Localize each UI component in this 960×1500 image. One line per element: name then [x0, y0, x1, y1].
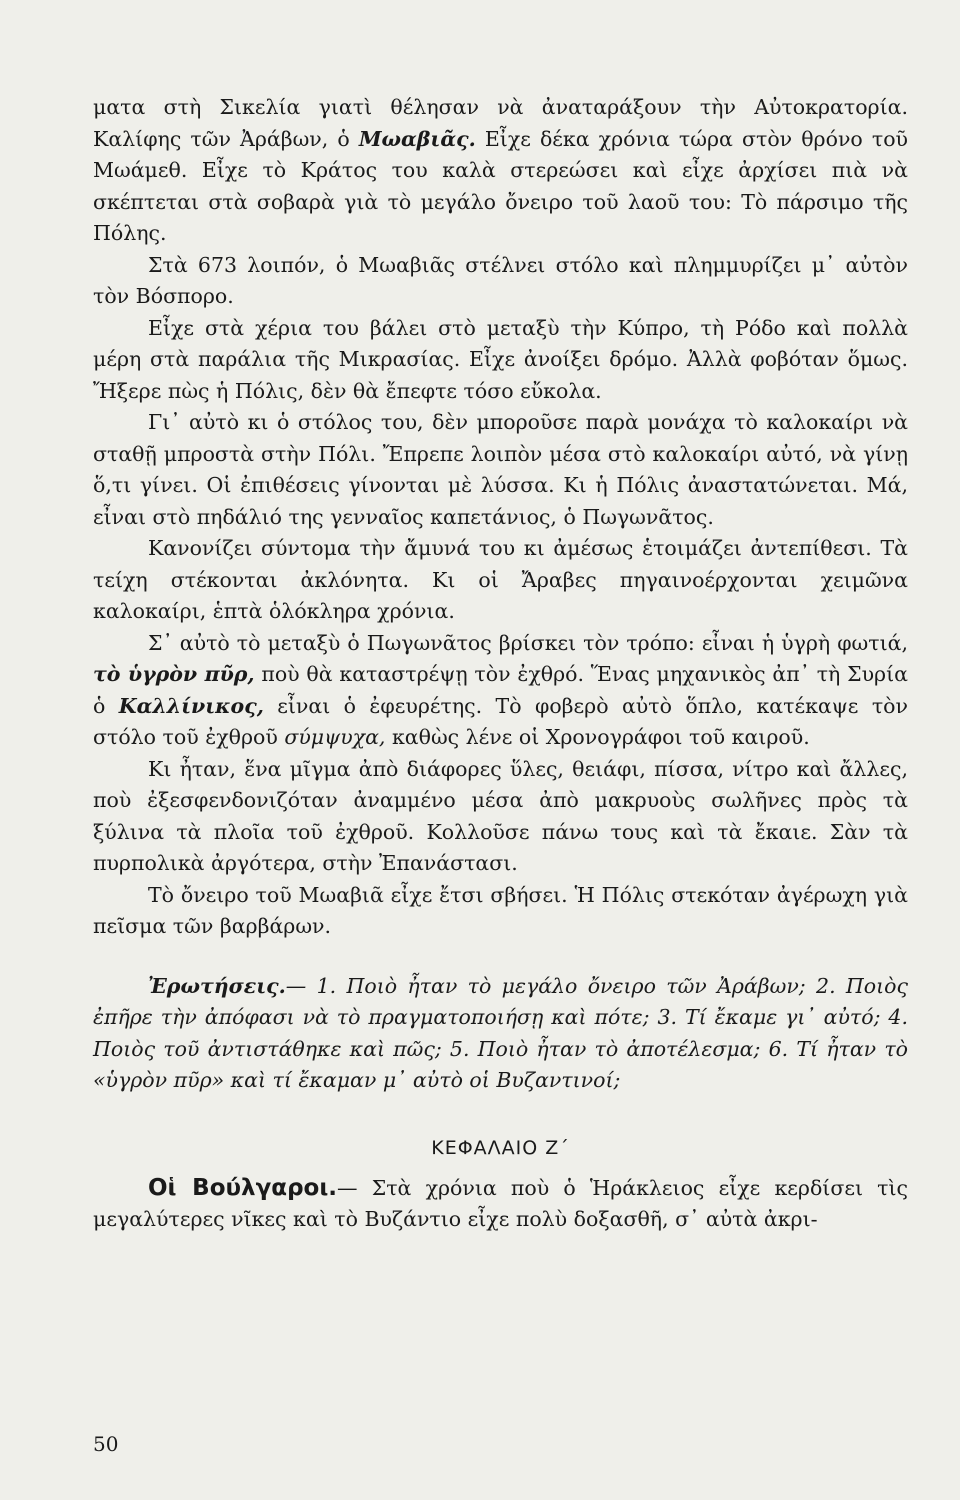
name-kallinikos: Καλλίνικος, [118, 693, 264, 718]
term-liquid-fire: τὸ ὑγρὸν πῦρ, [93, 662, 255, 686]
questions-text: — 1. Ποιὸ ἦταν τὸ μεγάλο ὄνειρο τῶν Ἀράβων; 2. Ποιὸς ἐπῆρε τὴν ἀπόφασι νὰ τὸ πραγματοποιήσῃ καὶ πότε; 3. Τί ἔκαμε γι᾽ αὐτό; 4. Ποιὸς τοῦ ἀντιστάθηκε καὶ πῶς; 5. Ποιὸ ἦταν τὸ ἀποτέλεσμα; 6. Τί ἦταν τὸ «ὑγρὸν πῦρ» καὶ τί ἔκαμαν μ᾽ αὐτὸ οἱ Βυζαντινοί; [93, 973, 908, 1092]
paragraph-8: Τὸ ὄνειρο τοῦ Μωαβιᾶ εἶχε ἔτσι σβήσει. Ἡ Πόλις στεκόταν ἀγέρωχη γιὰ πεῖσμα τῶν βαρβάρων. [93, 882, 908, 938]
name-moavias: Μωαβιᾶς. [358, 126, 476, 151]
questions-block [93, 971, 908, 1097]
questions-label: Ἐρωτήσεις. [148, 973, 286, 998]
paragraph-4: Γι᾽ αὐτὸ κι ὁ στόλος του, δὲν μποροῦσε παρὰ μονάχα τὸ καλοκαίρι νὰ σταθῇ μπροστὰ στὴν Πόλι. Ἔπρεπε λοιπὸν μέσα στὸ καλοκαίρι αὐτό, νὰ γίνῃ ὅ,τι γίνει. Οἱ ἐπιθέσεις γίνονται μὲ λύσσα. Κι ἡ Πόλις ἀναστατώνεται. Μά, εἶναι στὸ πηδάλιό της γενναῖος καπετάνιος, ὁ Πωγωνᾶτος. [93, 410, 908, 529]
section-paragraph [93, 1173, 908, 1236]
section-text: — Στὰ χρόνια ποὺ ὁ Ἡράκλειος εἶχε κερδίσει τὶς μεγαλύτερες νῖκες καὶ τὸ Βυζάντιο εἶχε πολὺ δοξασθῆ, σ᾽ αὐτὰ ἀκρι- [93, 1175, 909, 1231]
section-title: Οἱ Βούλγαροι. [148, 1174, 338, 1201]
paragraph-3: Εἶχε στὰ χέρια του βάλει στὸ μεταξὺ τὴν Κύπρο, τὴ Ρόδο καὶ πολλὰ μέρη στὰ παράλια τῆς Μικρασίας. Εἶχε ἀνοίξει δρόμο. Ἀλλὰ φοβόταν ὅμως. Ἤξερε πὼς ἡ Πόλις, δὲν θὰ ἔπεφτε τόσο εὔκολα. [93, 315, 908, 403]
page-number: 50 [93, 1432, 119, 1456]
term-sympsycha: σύμψυχα, [284, 725, 386, 749]
paragraph-7: Κι ἦταν, ἕνα μῖγμα ἀπὸ διάφορες ὕλες, θειάφι, πίσσα, νίτρο καὶ ἄλλες, ποὺ ἐξεσφενδονιζόταν ἀναμμένο μέσα ἀπὸ μακρυοὺς σωλῆνες πρὸς τὰ ξύλινα τὰ πλοῖα τοῦ ἐχθροῦ. Κολλοῦσε πάνω τους καὶ τὰ ἔκαιε. Σὰν τὰ πυρπολικὰ ἀργότερα, στὴν Ἐπανάστασι. [93, 756, 908, 875]
paragraph-6: Σ᾽ αὐτὸ τὸ μεταξὺ ὁ Πωγωνᾶτος βρίσκει τὸν τρόπο: εἶναι ἡ ὑγρὴ φωτιά, τὸ ὑγρὸν πῦρ, ποὺ θὰ καταστρέψῃ τὸν ἐχθρό. Ἕνας μηχανικὸς ἀπ᾽ τὴ Συρία ὁ Καλλίνικος, εἶναι ὁ ἐφευρέτης. Τὸ φοβερὸ αὐτὸ ὅπλο, κατέκαψε τὸν στόλο τοῦ ἐχθροῦ σύμψυχα, καθὼς λένε οἱ Χρονογράφοι τοῦ καιροῦ. [93, 630, 908, 749]
paragraph-1: ματα στὴ Σικελία γιατὶ θέλησαν νὰ ἀναταράξουν τὴν Αὐτοκρατορία. Καλίφης τῶν Ἀράβων, ὁ Μωαβιᾶς. Εἶχε δέκα χρόνια τώρα στὸν θρόνο τοῦ Μωάμεθ. Εἶχε τὸ Κράτος του καλὰ στερεώσει καὶ εἶχε ἀρχίσει πιὰ νὰ σκέπτεται στὰ σοβαρὰ γιὰ τὸ μεγάλο ὄνειρο τοῦ λαοῦ του: Τὸ πάρσιμο τῆς Πόλης. [93, 95, 908, 245]
chapter-title: ΚΕΦΑΛΑΙΟ Ζ΄ [431, 1136, 570, 1159]
paragraph-5: Κανονίζει σύντομα τὴν ἄμυνά του κι ἀμέσως ἑτοιμάζει ἀντεπίθεσι. Τὰ τείχη στέκονται ἀκλόνητα. Κι οἱ Ἄραβες πηγαινοέρχονται χειμῶνα καλοκαίρι, ἑπτὰ ὁλόκληρα χρόνια. [93, 536, 908, 623]
paragraph-2: Στὰ 673 λοιπόν, ὁ Μωαβιᾶς στέλνει στόλο καὶ πλημμυρίζει μ᾽ αὐτὸν τὸν Βόσπορο. [93, 252, 908, 308]
page-body [93, 92, 908, 1236]
